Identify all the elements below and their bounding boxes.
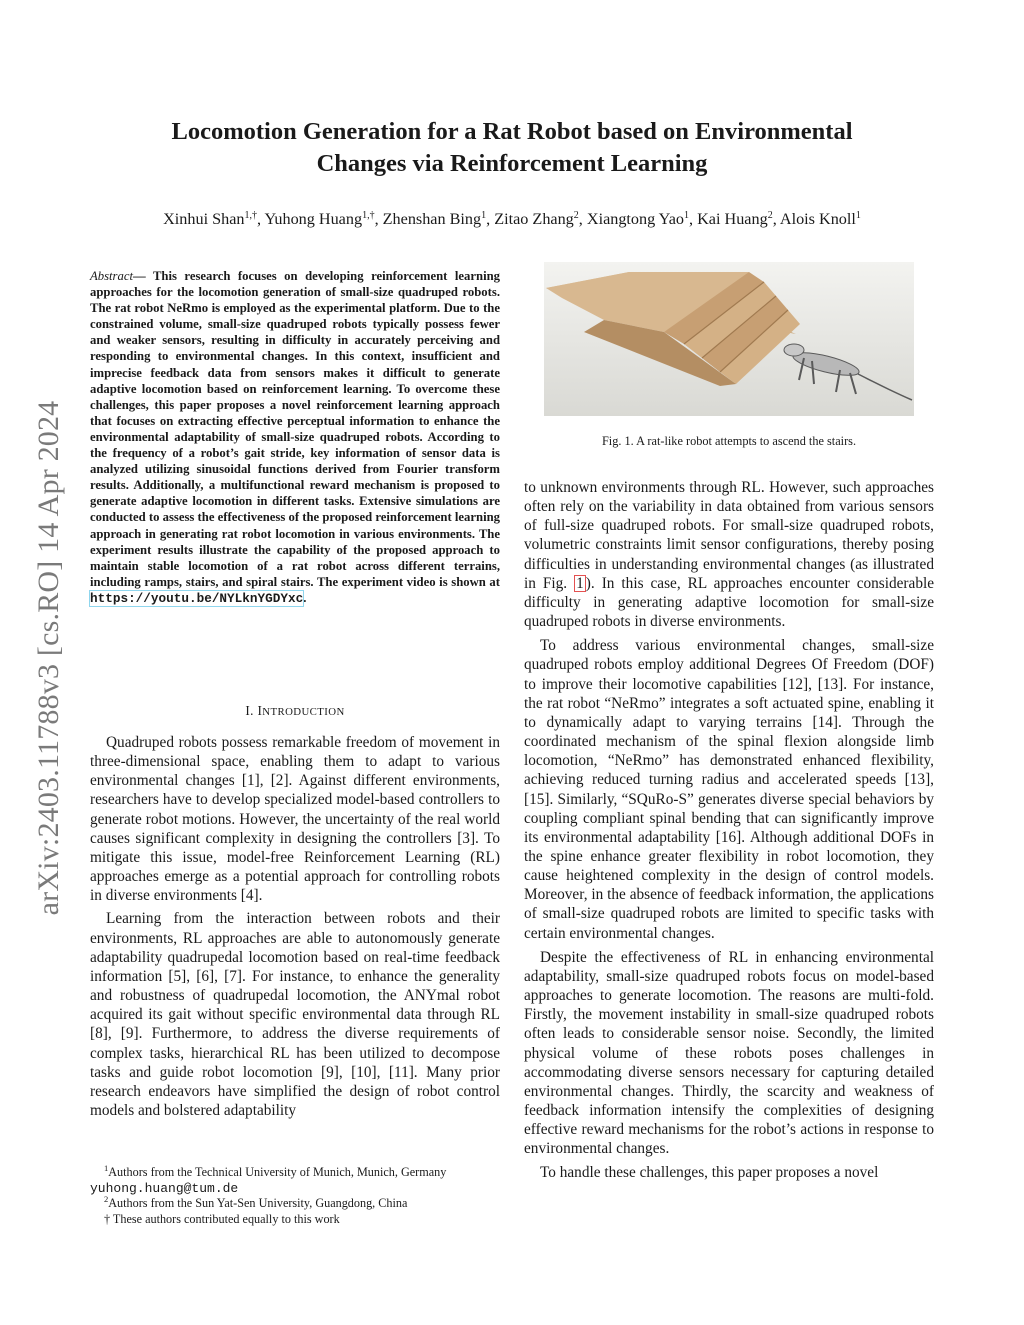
footnote-mark: 1 bbox=[104, 1163, 109, 1173]
title-line-2: Changes via Reinforcement Learning bbox=[316, 150, 708, 177]
figure-caption: Fig. 1. A rat-like robot attempts to ascend the stairs. bbox=[601, 434, 857, 448]
footnotes bbox=[90, 1165, 500, 1227]
abstract-label: Abstract bbox=[90, 269, 133, 283]
author-name: Xinhui Shan bbox=[163, 210, 245, 228]
section-title-rest: NTRODUCTION bbox=[262, 706, 345, 718]
author-name: Kai Huang bbox=[697, 210, 768, 228]
section-heading-introduction bbox=[90, 703, 500, 719]
author-affiliation: 1,† bbox=[362, 210, 375, 221]
paragraph: To handle these challenges, this paper proposes a novel bbox=[540, 1164, 879, 1182]
abstract bbox=[90, 268, 500, 607]
author-affiliation: 1,† bbox=[244, 210, 257, 221]
figure-reference-link[interactable]: 1 bbox=[576, 574, 584, 592]
footnote-1 bbox=[90, 1165, 500, 1181]
author-affiliation: 2 bbox=[573, 210, 579, 221]
author-email: yuhong.huang@tum.de bbox=[90, 1180, 239, 1196]
footnote-2 bbox=[90, 1196, 500, 1212]
paragraph-text: ). In this case, RL approaches encounter considerable difficulty in generating adaptive locomotion for small-size quadruped robots in diverse environments. bbox=[524, 574, 935, 631]
author-name: Yuhong Huang bbox=[264, 210, 363, 228]
author-name: Xiangtong Yao bbox=[586, 210, 685, 228]
robot-head bbox=[784, 344, 804, 356]
author-list: Xinhui Shan$^{1,\dagger}$, Yuhong Huang$^{1,\dagger}$, Zhenshan Bing$^1$, Zitao Zhang$^2$, Xiangtong Yao$^1$, Kai Huang$^2$, Alois Knoll$^1$ bbox=[163, 210, 861, 228]
paragraph: To address various environmental changes, small-size quadruped robots employ additional Degrees Of Freedom (DOF) to improve their locomotive capabilities [12], [13]. For instance, the rat robot “NeRmo” integrates a soft actuated spine, enabling it to dynamically adapt to varying terrains [14]. Through the coordinated mechanism of the spinal flexion alongside limb locomotion, “NeRmo” has demonstrated enhanced flexibility, achieving reduced turning radius and accelerated speeds [13], [15]. Similarly, “SQuRo-S” generates diverse special behaviors by coupling compliant spinal bending that can significantly improve its environmental adaptability [16]. Although additional DOFs in the spine enhance greater flexibility in robot locomotion, they cause heightened complexity in the design of control models. Moreover, in the absence of feedback information, the applications of small-size quadruped robots are limited to specific tasks with certain environmental changes. bbox=[524, 637, 934, 942]
footnote-mark: 2 bbox=[104, 1194, 109, 1204]
paragraph: Despite the effectiveness of RL in enhancing environmental adaptability, small-size quadruped robots focus on model-based approaches to generate locomotion. The reasons are multi-fold. Firstly, the movement instability in small-size quadruped robots often leads to considerable sensor noise. Secondly, the limited physical volume of these robots poses challenges in accommodating diverse sensors necessary for capturing detailed environmental changes. Thirdly, the scarcity and weakness of feedback information intensify the complexities of designing effective reward mechanisms for the robot’s actions in response to environmental changes. bbox=[524, 948, 934, 1158]
footnote-2-text: Authors from the Sun Yat-Sen University, Guangdong, China bbox=[108, 1196, 408, 1210]
author-name: Zitao Zhang bbox=[494, 210, 574, 228]
arxiv-watermark bbox=[29, 348, 69, 968]
section-numeral: I. bbox=[245, 703, 258, 718]
figure-rat-robot-stairs bbox=[544, 262, 914, 416]
author-name: Alois Knoll bbox=[779, 210, 856, 228]
abstract-dash: — bbox=[133, 269, 146, 283]
video-link[interactable]: https://youtu.be/NYLknYGDYxc bbox=[90, 590, 304, 606]
right-column-body bbox=[524, 478, 934, 1183]
author-affiliation: 1 bbox=[855, 210, 861, 221]
abstract-text: This research focuses on developing reinforcement learning approaches for the locomotion generation of small-size quadruped robots. The rat robot NeRmo is employed as the experimental platform. Due to the constrained volume, small-size quadruped robots typically possess fewer and weaker sensors, resulting in difficulty in accurately perceiving and responding to environmental changes. In this context, insufficient and imprecise feedback data from sensors makes it difficult to generate adaptive locomotion based on reinforcement learning. To overcome these challenges, this paper proposes a novel reinforcement learning approach that focuses on extracting effective perceptual information to enhance the environmental adaptability of small-size quadruped robots. According to the frequency of a robot’s gait stride, key information of sensor data is analyzed utilizing sinusoidal functions derived from Fourier transform results. Additionally, a multifunctional reward mechanism is proposed to generate adaptive locomotion in different tasks. Extensive simulations are conducted to assess the effectiveness of the proposed reinforcement learning approach in generating rat robot locomotion in various environments. The experiment results illustrate the capability of the proposed approach to maintain stable locomotion of a rat robot across different terrains, including ramps, stairs, and spiral stairs. The experiment video is shown at bbox=[90, 269, 500, 589]
footnote-1-text: Authors from the Technical University of Munich, Munich, Germany bbox=[108, 1165, 447, 1179]
footnote-3: † These authors contributed equally to this work bbox=[104, 1211, 340, 1226]
paragraph: Learning from the interaction between robots and their environments, RL approaches are able to autonomously generate adaptability quadrupedal locomotion based on real-time feedback information [5], [6], [7]. For instance, to enhance the generality and robustness of quadrupedal locomotion, the ANYmal robot acquired its gait without specific environmental data through RL [8], [9]. Furthermore, to address the diverse requirements of complex tasks, hierarchical RL has been utilized to decompose tasks and guide robot locomotion [9], [10], [11]. Many prior research endeavors have simplified the design of robot control models and bolstered adaptability bbox=[90, 910, 500, 1119]
arxiv-id-text: arXiv:2403.11788v3 [cs.RO] 14 Apr 2024 bbox=[32, 400, 65, 916]
paragraph-text: to unknown environments through RL. However, such approaches often rely on the variability in data obtained from various sensors of full-size quadruped robots. For small-size quadruped robots, volumetric constraints limit sensor configurations, thereby posing difficulties in understanding environmental changes (as illustrated in Fig. bbox=[524, 479, 934, 592]
paragraph: Quadruped robots possess remarkable freedom of movement in three-dimensional space, enabling them to adapt to various environmental changes [1], [2]. Against different environments, researchers have to develop specialized model-based controllers to generate robot motions. However, the uncertainty of the real world causes significant complexity in designing the controllers [3]. To mitigate this issue, model-free Reinforcement Learning (RL) approaches emerge as a potential approach for controlling robots in diverse environments [4]. bbox=[90, 734, 500, 905]
author-name: Zhenshan Bing bbox=[382, 210, 482, 228]
author-affiliation: 2 bbox=[767, 210, 773, 221]
author-affiliation: 1 bbox=[481, 210, 487, 221]
paragraph bbox=[524, 478, 934, 631]
section-title-initial: I bbox=[257, 703, 263, 718]
introduction-body bbox=[90, 733, 500, 1120]
paper-title bbox=[80, 116, 944, 180]
abstract-period: . bbox=[303, 590, 307, 605]
title-line-1: Locomotion Generation for a Rat Robot based on Environmental bbox=[171, 118, 853, 145]
author-affiliation: 1 bbox=[684, 210, 690, 221]
